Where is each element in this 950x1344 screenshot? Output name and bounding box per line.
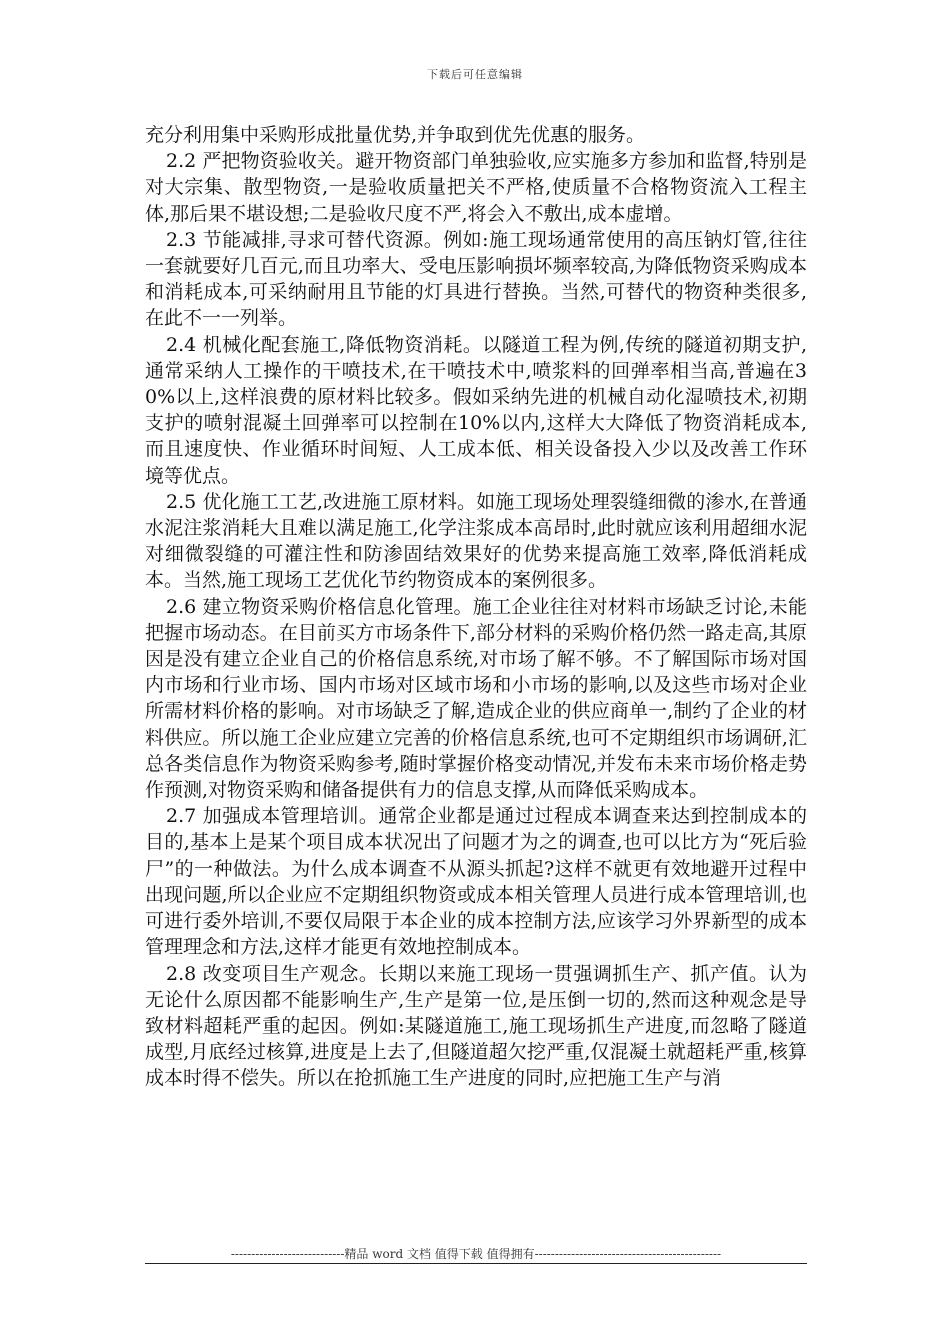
paragraph-2-2: 2.2 严把物资验收关。避开物资部门单独验收,应实施多方参加和监督,特别是对大宗集、散型物资,一是验收质量把关不严格,使质量不合格物资流入工程主体,那后果不堪设想;二是验收尺度不严,将会入不敷出,成本虚增。 bbox=[145, 150, 807, 225]
paragraph-2-3: 2.3 节能减排,寻求可替代资源。例如:施工现场通常使用的高压钠灯管,往往一套就要好几百元,而且功率大、受电压影响损坏频率较高,为降低物资采购成本和消耗成本,可采纳耐用且节能的灯具进行替换。当然,可替代的物资种类很多,在此不一一列举。 bbox=[145, 228, 807, 330]
page-footer: ----------------------------精品 word 文档 值得下载 值得拥有---------------------------------------------- bbox=[230, 1247, 722, 1261]
paragraph-2-5: 2.5 优化施工工艺,改进施工原材料。如施工现场处理裂缝细微的渗水,在普通水泥注浆消耗大且难以满足施工,化学注浆成本高昂时,此时就应该利用超细水泥对细微裂缝的可灌注性和防渗固结效果好的优势来提高施工效率,降低消耗成本。当然,施工现场工艺优化节约物资成本的案例很多。 bbox=[145, 490, 807, 592]
page-header: 下载后可任意编辑 bbox=[427, 68, 523, 81]
paragraph-continuation: 充分利用集中采购形成批量优势,并争取到优先优惠的服务。 bbox=[145, 124, 646, 146]
footer-divider bbox=[145, 1263, 807, 1264]
paragraph-2-8: 2.8 改变项目生产观念。长期以来施工现场一贯强调抓生产、抓产值。认为无论什么原因都不能影响生产,生产是第一位,是压倒一切的,然而这种观念是导致材料超耗严重的起因。例如:某隧道施工,施工现场抓生产进度,而忽略了隧道成型,月底经过核算,进度是上去了,但隧道超欠挖严重,仅混凝土就超耗严重,核算成本时得不偿失。所以在抢抓施工生产进度的同时,应把施工生产与消 bbox=[145, 962, 807, 1090]
paragraph-2-6: 2.6 建立物资采购价格信息化管理。施工企业往往对材料市场缺乏讨论,未能把握市场动态。在目前买方市场条件下,部分材料的采购价格仍然一路走高,其原因是没有建立企业自己的价格信息系统,对市场了解不够。不了解国际市场对国内市场和行业市场、国内市场对区域市场和小市场的影响,以及这些市场对企业所需材料价格的影响。对市场缺乏了解,造成企业的供应商单一,制约了企业的材料供应。所以施工企业应建立完善的价格信息系统,也可不定期组织市场调研,汇总各类信息作为物资采购参考,随时掌握价格变动情况,并发布未来市场价格走势作预测,对物资采购和储备提供有力的信息支撑,从而降低采购成本。 bbox=[145, 595, 807, 802]
paragraph-2-7: 2.7 加强成本管理培训。通常企业都是通过过程成本调查来达到控制成本的目的,基本上是某个项目成本状况出了问题才为之的调查,也可以比方为“死后验尸”的一种做法。为什么成本调查不从源头抓起?这样不就更有效地避开过程中出现问题,所以企业应不定期组织物资或成本相关管理人员进行成本管理培训,也可进行委外培训,不要仅局限于本企业的成本控制方法,应该学习外界新型的成本管理理念和方法,这样才能更有效地控制成本。 bbox=[145, 805, 807, 959]
paragraph-2-4: 2.4 机械化配套施工,降低物资消耗。以隧道工程为例,传统的隧道初期支护,通常采纳人工操作的干喷技术,在干喷技术中,喷浆料的回弹率相当高,普遍在30%以上,这样浪费的原材料比较多。假如采纳先进的机械自动化湿喷技术,初期支护的喷射混凝土回弹率可以控制在10%以内,这样大大降低了物资消耗成本,而且速度快、作业循环时间短、人工成本低、相关设备投入少以及改善工作环境等优点。 bbox=[145, 333, 807, 487]
document-body bbox=[145, 122, 807, 1092]
